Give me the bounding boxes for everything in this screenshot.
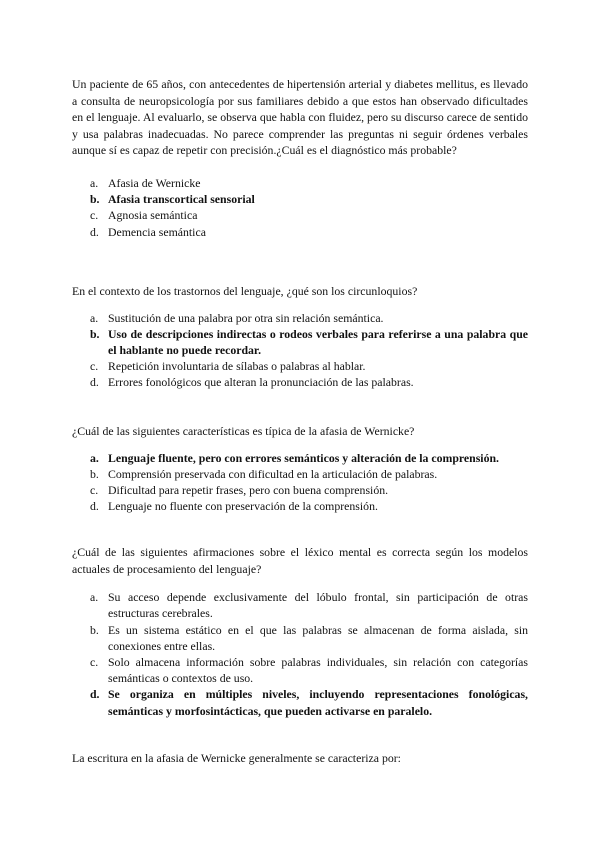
option-d: d. Lenguaje no fluente con preservación de la comprensión. [90,499,378,514]
question-stem: En el contexto de los trastornos del lenguaje, ¿qué son los circunloquios? [72,284,418,298]
options-list [72,310,528,391]
options-list [72,589,528,719]
question-stem: ¿Cuál de las siguientes afirmaciones sobre el léxico mental es correcta según los modelos actuales de procesamiento del lenguaje? [72,545,528,576]
option-b-correct: b. Afasia transcortical sensorial [90,192,255,207]
question-1 [72,76,528,240]
option-a: a. Su acceso depende exclusivamente del lóbulo frontal, sin participación de otras estructuras cerebrales. [90,590,528,621]
question-stem: La escritura en la afasia de Wernicke generalmente se caracteriza por: [72,751,401,765]
options-list [72,450,528,515]
option-a-correct: a. Lenguaje fluente, pero con errores semánticos y alteración de la comprensión. [90,450,499,465]
question-stem: Un paciente de 65 años, con antecedentes de hipertensión arterial y diabetes mellitus, es llevado a consulta de neuropsicología por sus familiares debido a que estos han observado dificultades en el lenguaje. Al evaluarlo, se observa que habla con fluidez, pero su discurso carece de sentido y usa palabras inadecuadas. No parece comprender las preguntas ni seguir órdenes verbales aunque sí es capaz de repetir con precisión.¿Cuál es el diagnóstico más probable? [72,77,528,158]
options-list [72,175,528,240]
option-a: a. Sustitución de una palabra por otra sin relación semántica. [90,310,384,325]
option-b-correct: b. Uso de descripciones indirectas o rodeos verbales para referirse a una palabra que el hablante no puede recordar. [90,326,528,357]
option-d: d. Demencia semántica [90,224,206,239]
option-c: c. Repetición involuntaria de sílabas o palabras al hablar. [90,359,366,374]
option-b: b. Es un sistema estático en el que las palabras se almacenan de forma aislada, sin conexiones entre ellas. [90,622,528,653]
question-5 [72,750,528,767]
question-stem: ¿Cuál de las siguientes características es típica de la afasia de Wernicke? [72,424,415,438]
option-c: c. Solo almacena información sobre palabras individuales, sin relación con categorías semánticas o contextos de uso. [90,655,528,686]
question-4 [72,544,528,719]
question-2 [72,283,528,391]
option-d: d. Errores fonológicos que alteran la pronunciación de las palabras. [90,375,414,390]
option-b: b. Comprensión preservada con dificultad en la articulación de palabras. [90,466,438,481]
option-d-correct: d. Se organiza en múltiples niveles, incluyendo representaciones fonológicas, semánticas y morfosintácticas, que pueden activarse en paralelo. [90,687,528,718]
question-3 [72,423,528,514]
option-c: c. Agnosia semántica [90,208,198,223]
option-c: c. Dificultad para repetir frases, pero con buena comprensión. [90,483,389,497]
option-a: a. Afasia de Wernicke [90,175,201,190]
